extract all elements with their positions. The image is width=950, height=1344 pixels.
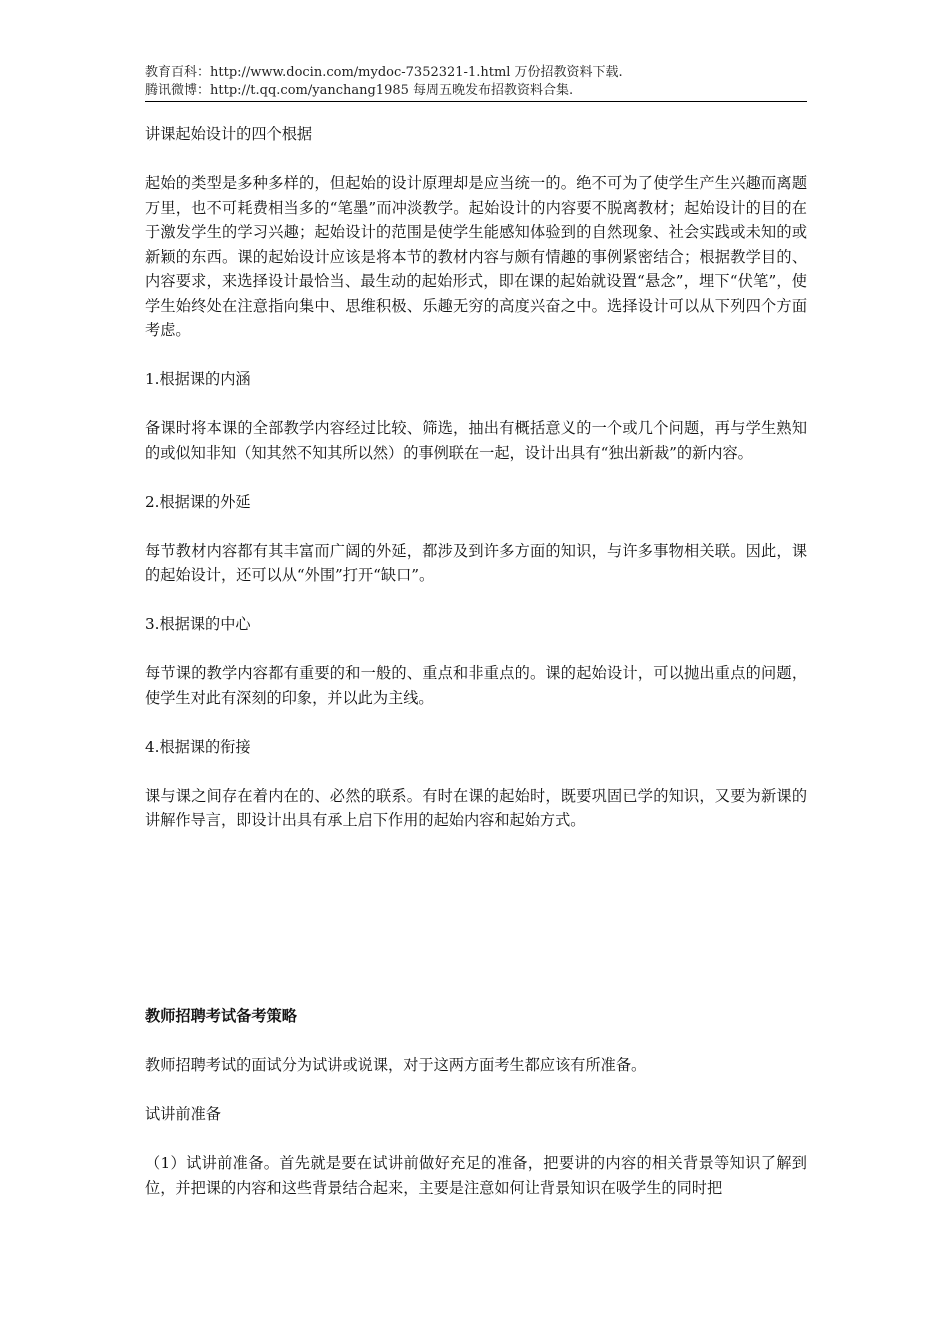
header-line-weibo: 腾讯微博：http://t.qq.com/yanchang1985 每周五晚发布招教资料合集.: [145, 83, 574, 98]
page-header: [145, 64, 807, 100]
strategy-intro: 教师招聘考试的面试分为试讲或说课，对于这两方面考生都应该有所准备。: [145, 1056, 647, 1074]
strategy-subheading: 试讲前准备: [145, 1105, 221, 1123]
strategy-title: 教师招聘考试备考策略: [145, 1007, 297, 1025]
header-divider: [145, 101, 807, 102]
item-paragraph: 备课时将本课的全部教学内容经过比较、筛选，抽出有概括意义的一个或几个问题，再与学生熟知的或似知非知（知其然不知其所以然）的事例联在一起，设计出具有“独出新裁”的新内容。: [145, 419, 807, 462]
item-paragraph: 课与课之间存在着内在的、必然的联系。有时在课的起始时，既要巩固已学的知识，又要为新课的讲解作导言，即设计出具有承上启下作用的起始内容和起始方式。: [145, 786, 807, 829]
strategy-paragraph: （1）试讲前准备。首先就是要在试讲前做好充足的准备，把要讲的内容的相关背景等知识了解到位，并把课的内容和这些背景结合起来，主要是注意如何让背景知识在吸学生的同时把: [145, 1154, 807, 1197]
item-heading: 3.根据课的中心: [145, 615, 251, 633]
document-body: [145, 122, 807, 1225]
intro-paragraph: 起始的类型是多种多样的，但起始的设计原理却是应当统一的。绝不可为了使学生产生兴趣而离题万里，也不可耗费相当多的“笔墨”而冲淡教学。起始设计的内容要不脱离教材；起始设计的目的在于激发学生的学习兴趣；起始设计的范围是使学生能感知体验到的自然现象、社会实践或未知的或新颖的东西。课的起始设计应该是将本节的教材内容与颇有情趣的事例紧密结合；根据教学目的、内容要求，来选择设计最恰当、最生动的起始形式，即在课的起始就设置“悬念”，埋下“伏笔”，使学生始终处在注意指向集中、思维积极、乐趣无穷的高度兴奋之中。选择设计可以从下列四个方面考虑。: [145, 174, 807, 339]
item-paragraph: 每节课的教学内容都有重要的和一般的、重点和非重点的。课的起始设计，可以抛出重点的问题，使学生对此有深刻的印象，并以此为主线。: [145, 664, 807, 707]
item-paragraph: 每节教材内容都有其丰富而广阔的外延，都涉及到许多方面的知识，与许多事物相关联。因此，课的起始设计，还可以从“外围”打开“缺口”。: [145, 541, 807, 584]
section-title: 讲课起始设计的四个根据: [145, 125, 313, 143]
blank-space: [145, 857, 807, 1004]
item-heading: 2.根据课的外延: [145, 492, 251, 511]
item-heading: 1.根据课的内涵: [145, 370, 251, 388]
item-heading: 4.根据课的衔接: [145, 737, 251, 756]
header-line-docin: 教育百科：http://www.docin.com/mydoc-7352321-1.html 万份招教资料下载.: [145, 65, 623, 80]
